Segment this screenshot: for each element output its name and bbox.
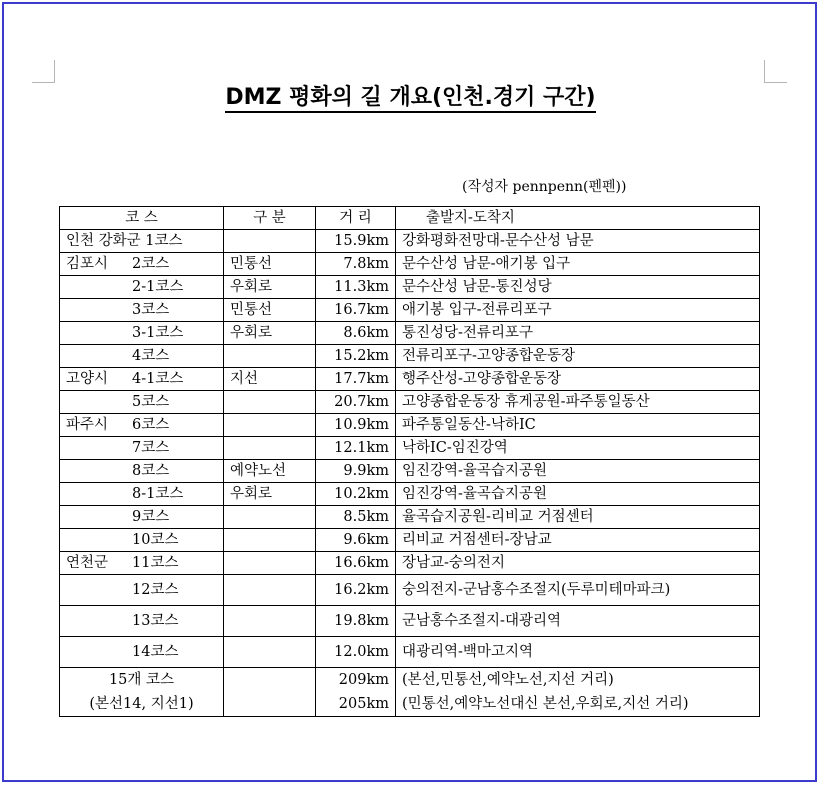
course-label: 9코스 <box>132 509 170 525</box>
table-row <box>60 437 760 460</box>
course-cell <box>60 437 224 460</box>
course-label: 10코스 <box>132 532 179 548</box>
table-row <box>60 230 760 253</box>
distance-cell: 8.6km <box>316 322 396 345</box>
course-cell <box>60 414 224 437</box>
table-row <box>60 299 760 322</box>
course-cell <box>60 345 224 368</box>
course-label: 3코스 <box>132 302 170 318</box>
course-label: 14코스 <box>132 644 179 660</box>
course-cell <box>60 368 224 391</box>
document-title <box>0 80 821 111</box>
course-label: 8-1코스 <box>132 486 184 502</box>
course-cell <box>60 276 224 299</box>
distance-cell: 10.2km <box>316 483 396 506</box>
header-route: 출발지-도착지 <box>396 207 760 230</box>
type-cell <box>224 391 316 414</box>
course-label: 2-1코스 <box>132 279 184 295</box>
course-label: 4코스 <box>132 348 170 364</box>
document-title-text: DMZ 평화의 길 개요(인천.경기 구간) <box>225 85 595 113</box>
summary-course-count: 15개 코스 <box>60 668 224 693</box>
course-cell <box>60 299 224 322</box>
type-cell <box>224 506 316 529</box>
course-cell <box>60 575 224 606</box>
summary-note: (민통선,예약노선대신 본선,우회로,지선 거리) <box>396 692 760 717</box>
route-cell: 통진성당-전류리포구 <box>396 322 760 345</box>
route-cell: 율곡습지공원-리비교 거점센터 <box>396 506 760 529</box>
header-distance: 거 리 <box>316 207 396 230</box>
course-cell <box>60 230 224 253</box>
distance-cell: 12.0km <box>316 637 396 668</box>
type-cell: 민통선 <box>224 299 316 322</box>
type-cell <box>224 414 316 437</box>
distance-cell: 20.7km <box>316 391 396 414</box>
route-cell: 전류리포구-고양종합운동장 <box>396 345 760 368</box>
distance-cell: 16.6km <box>316 552 396 575</box>
course-cell <box>60 391 224 414</box>
route-cell: 문수산성 남문-통진성당 <box>396 276 760 299</box>
summary-row <box>60 692 760 717</box>
route-cell: 리비교 거점센터-장남교 <box>396 529 760 552</box>
route-cell: 파주통일동산-낙하IC <box>396 414 760 437</box>
route-cell: 문수산성 남문-애기봉 입구 <box>396 253 760 276</box>
course-cell <box>60 552 224 575</box>
distance-cell: 8.5km <box>316 506 396 529</box>
course-cell <box>60 483 224 506</box>
table-row <box>60 414 760 437</box>
table-row <box>60 460 760 483</box>
type-cell: 우회로 <box>224 322 316 345</box>
course-label: 4-1코스 <box>132 371 184 387</box>
distance-cell: 19.8km <box>316 606 396 637</box>
table-row <box>60 345 760 368</box>
route-cell: 임진강역-율곡습지공원 <box>396 483 760 506</box>
route-cell: 군남홍수조절지-대광리역 <box>396 606 760 637</box>
table-row <box>60 575 760 606</box>
course-label: 11코스 <box>132 555 179 571</box>
course-cell <box>60 637 224 668</box>
distance-cell: 16.2km <box>316 575 396 606</box>
header-course: 코 스 <box>60 207 224 230</box>
region-label: 파주시 <box>66 417 109 433</box>
type-cell <box>224 637 316 668</box>
table-row <box>60 529 760 552</box>
course-cell <box>60 253 224 276</box>
course-cell <box>60 529 224 552</box>
distance-cell: 10.9km <box>316 414 396 437</box>
distance-cell: 16.7km <box>316 299 396 322</box>
course-cell <box>60 506 224 529</box>
route-cell: 대광리역-백마고지역 <box>396 637 760 668</box>
course-label: 5코스 <box>132 394 170 410</box>
course-label: 13코스 <box>132 613 179 629</box>
course-label: 8코스 <box>132 463 170 479</box>
summary-type <box>224 692 316 717</box>
summary-distance: 205km <box>316 692 396 717</box>
type-cell <box>224 345 316 368</box>
author-line: (작성자 pennpenn(펜펜)) <box>462 179 627 195</box>
summary-course-breakdown: (본선14, 지선1) <box>60 692 224 717</box>
table-row <box>60 322 760 345</box>
table-row <box>60 276 760 299</box>
distance-cell: 12.1km <box>316 437 396 460</box>
type-cell <box>224 606 316 637</box>
summary-row <box>60 668 760 693</box>
route-cell: 낙하IC-임진강역 <box>396 437 760 460</box>
course-table <box>59 206 760 717</box>
region-label: 인천 강화군 1코스 <box>66 233 183 249</box>
table-header-row <box>60 207 760 230</box>
route-cell: 애기봉 입구-전류리포구 <box>396 299 760 322</box>
summary-note: (본선,민통선,예약노선,지선 거리) <box>396 668 760 693</box>
distance-cell: 15.2km <box>316 345 396 368</box>
type-cell <box>224 529 316 552</box>
table-row <box>60 253 760 276</box>
table-row <box>60 483 760 506</box>
type-cell: 우회로 <box>224 276 316 299</box>
distance-cell: 9.9km <box>316 460 396 483</box>
table-row <box>60 391 760 414</box>
summary-distance: 209km <box>316 668 396 693</box>
table-row <box>60 506 760 529</box>
route-cell: 임진강역-율곡습지공원 <box>396 460 760 483</box>
course-cell <box>60 460 224 483</box>
course-label: 3-1코스 <box>132 325 184 341</box>
table-row <box>60 606 760 637</box>
route-cell: 장남교-숭의전지 <box>396 552 760 575</box>
table-row <box>60 368 760 391</box>
route-cell: 강화평화전망대-문수산성 남문 <box>396 230 760 253</box>
course-label: 6코스 <box>132 417 170 433</box>
type-cell: 우회로 <box>224 483 316 506</box>
type-cell: 예약노선 <box>224 460 316 483</box>
distance-cell: 11.3km <box>316 276 396 299</box>
course-label: 12코스 <box>132 582 179 598</box>
route-cell: 행주산성-고양종합운동장 <box>396 368 760 391</box>
header-type: 구 분 <box>224 207 316 230</box>
type-cell <box>224 230 316 253</box>
table-row <box>60 637 760 668</box>
type-cell: 민통선 <box>224 253 316 276</box>
region-label: 김포시 <box>66 256 109 272</box>
table-row <box>60 552 760 575</box>
region-label: 연천군 <box>66 555 109 571</box>
distance-cell: 15.9km <box>316 230 396 253</box>
distance-cell: 7.8km <box>316 253 396 276</box>
course-cell <box>60 322 224 345</box>
course-label: 2코스 <box>132 256 170 272</box>
summary-type <box>224 668 316 693</box>
route-cell: 고양종합운동장 휴게공원-파주통일동산 <box>396 391 760 414</box>
region-label: 고양시 <box>66 371 109 387</box>
distance-cell: 17.7km <box>316 368 396 391</box>
course-label: 7코스 <box>132 440 170 456</box>
route-cell: 숭의전지-군남홍수조절지(두루미테마파크) <box>396 575 760 606</box>
type-cell <box>224 437 316 460</box>
type-cell: 지선 <box>224 368 316 391</box>
distance-cell: 9.6km <box>316 529 396 552</box>
type-cell <box>224 552 316 575</box>
type-cell <box>224 575 316 606</box>
course-cell <box>60 606 224 637</box>
